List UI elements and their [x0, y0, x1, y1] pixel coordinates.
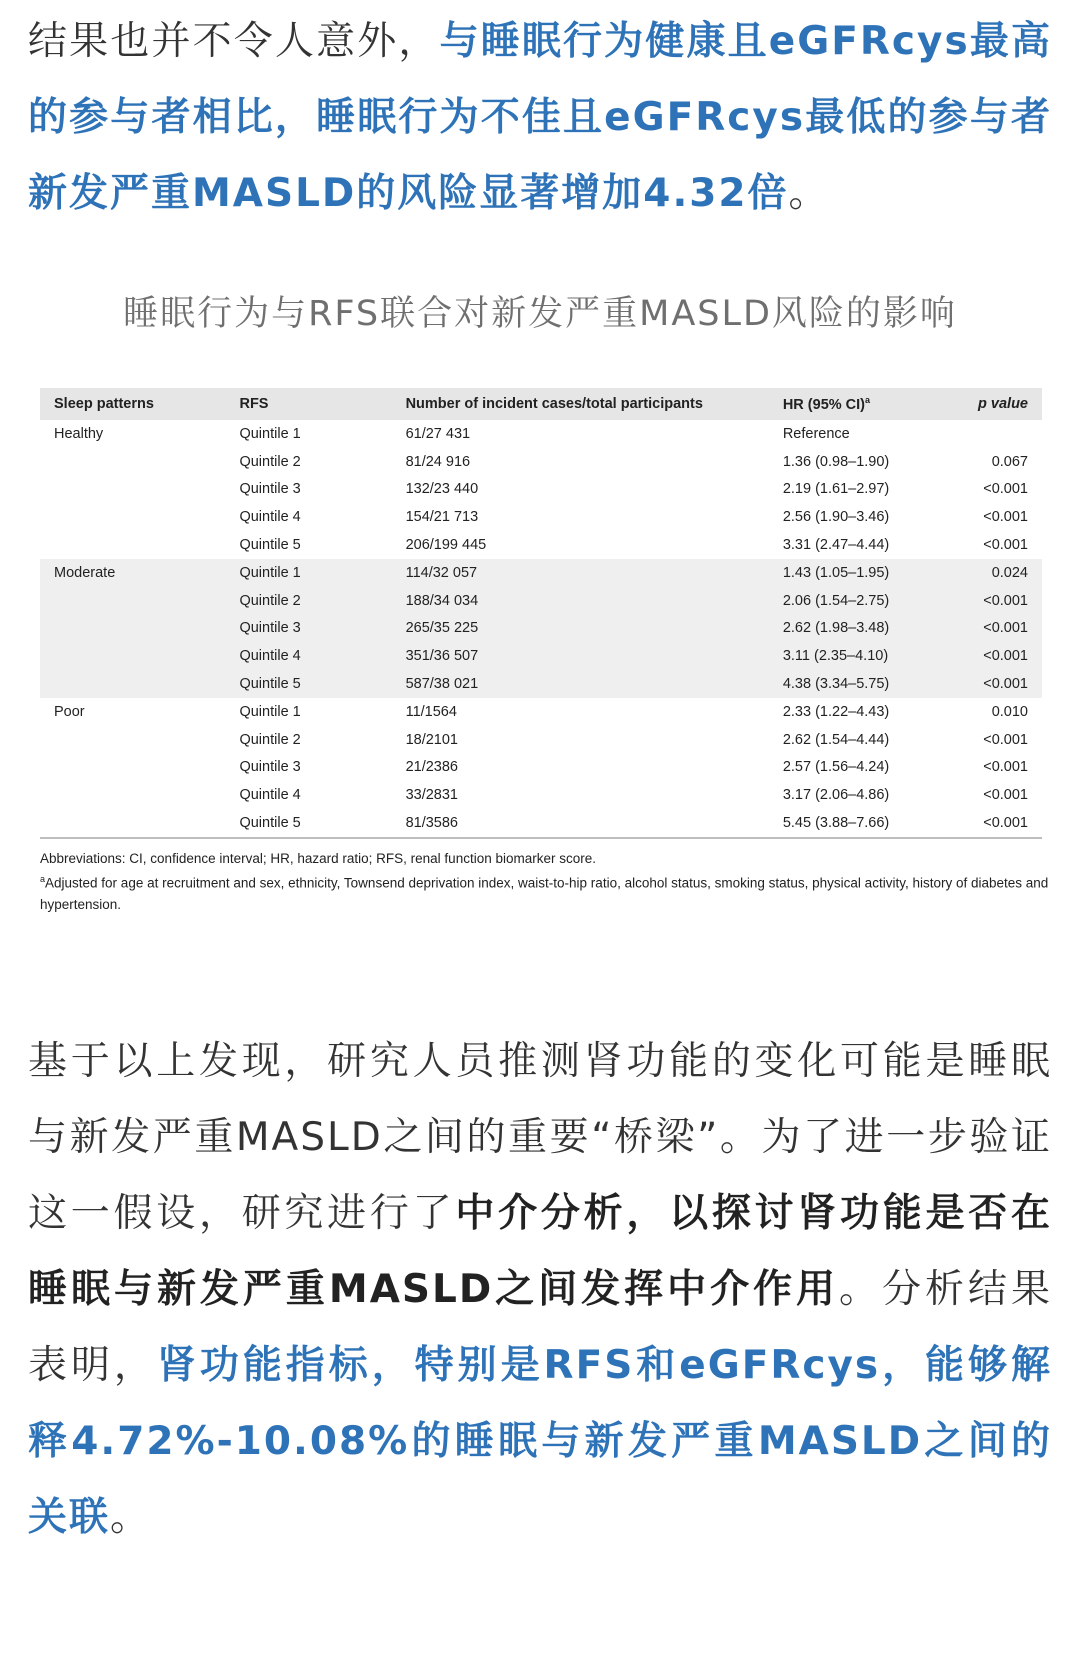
cell-cases: 21/2386 — [405, 759, 458, 776]
cell-p-value: <0.001 — [983, 787, 1028, 804]
cell-hr: 5.45 (3.88–7.66) — [783, 809, 969, 838]
cell-cases: 132/23 440 — [405, 481, 479, 498]
paragraph-results — [28, 4, 1052, 232]
cell-cases: 265/35 225 — [405, 620, 479, 637]
cell-hr: 2.62 (1.98–3.48) — [782, 620, 890, 637]
text-bold: 中介分析，以探讨肾功能是否在睡眠与新发严重MASLD之间发挥中介作用 — [28, 1191, 1052, 1312]
cell-p-value: 0.024 — [991, 564, 1028, 581]
table-row — [40, 698, 1042, 726]
cell-sleep-pattern — [40, 531, 239, 559]
cell-p-value: <0.001 — [983, 481, 1028, 498]
cell-rfs: Quintile 4 — [239, 648, 301, 665]
cell-p-value: 0.010 — [991, 703, 1028, 720]
cell-p-value: <0.001 — [983, 676, 1028, 693]
table-row — [40, 559, 1042, 587]
table-row — [40, 642, 1042, 670]
cell-cases: 188/34 034 — [405, 592, 479, 609]
cell-rfs: Quintile 1 — [239, 564, 301, 581]
cell-hr: Reference — [782, 425, 850, 442]
cell-cases: 33/2831 — [405, 787, 458, 804]
cell-sleep-pattern — [40, 503, 239, 531]
table-row — [40, 531, 1042, 559]
cell-hr: 3.17 (2.06–4.86) — [782, 787, 890, 804]
paragraph-mediation — [28, 1024, 1052, 1556]
cell-hr: 2.56 (1.90–3.46) — [782, 509, 890, 526]
cell-sleep-pattern — [40, 448, 239, 476]
cell-p-value: <0.001 — [983, 509, 1028, 526]
footnote-abbreviations: Abbreviations: CI, confidence interval; HR, hazard ratio; RFS, renal function biomarker score. — [40, 851, 596, 866]
table-row — [40, 781, 1042, 809]
cell-p-value: <0.001 — [983, 537, 1028, 554]
cell-p-value: <0.001 — [983, 592, 1028, 609]
cell-rfs: Quintile 5 — [239, 676, 301, 693]
cell-rfs: Quintile 1 — [239, 703, 301, 720]
cell-hr: 1.43 (1.05–1.95) — [782, 564, 890, 581]
cell-sleep-pattern — [40, 781, 239, 809]
text-plain: 结果也并不令人意外， — [28, 19, 440, 64]
table-row — [40, 670, 1042, 698]
table-row — [40, 420, 1042, 448]
cell-cases: 154/21 713 — [405, 509, 479, 526]
cell-rfs: Quintile 3 — [239, 759, 301, 776]
cell-hr: 2.19 (1.61–2.97) — [782, 481, 890, 498]
table-row — [40, 726, 1042, 754]
cell-cases: 61/27 431 — [405, 425, 471, 442]
cell-hr: 2.57 (1.56–4.24) — [782, 759, 890, 776]
cell-cases: 81/24 916 — [405, 453, 471, 470]
cell-cases: 114/32 057 — [405, 564, 478, 581]
table-row — [40, 754, 1042, 782]
header-sleep-patterns: Sleep patterns — [54, 396, 154, 412]
cell-cases: 81/3586 — [396, 809, 783, 838]
text-plain: 基于以上发现，研究人员推测肾功能的变化可能是睡眠与新发严重MASLD之间的重要“桥梁”。为了进一步验证这一假设，研究进行了 — [28, 1039, 1052, 1236]
cell-sleep-pattern — [40, 809, 239, 838]
cell-sleep-pattern — [40, 642, 239, 670]
cell-p-value: <0.001 — [969, 809, 1043, 838]
results-table — [40, 388, 1042, 839]
cell-rfs: Quintile 4 — [239, 787, 301, 804]
table-footnotes — [40, 848, 1050, 915]
cell-rfs: Quintile 5 — [239, 809, 395, 838]
cell-p-value — [969, 420, 1043, 448]
cell-rfs: Quintile 3 — [239, 620, 301, 637]
footnote-adjusted: $^a$Adjusted for age at recruitment and sex, ethnicity, Townsend deprivation index, waist-to-hip ratio, alcohol status, smoking status, physical activity, history of diabetes and hypertension. — [40, 874, 1049, 912]
cell-hr: 3.11 (2.35–4.10) — [782, 648, 889, 665]
cell-rfs: Quintile 2 — [239, 453, 301, 470]
header-p-value: p value — [978, 396, 1028, 412]
cell-hr: 4.38 (3.34–5.75) — [782, 676, 890, 693]
cell-sleep-pattern: Healthy — [54, 425, 104, 442]
cell-cases: 11/1564 — [405, 703, 457, 720]
header-rfs: RFS — [239, 396, 269, 412]
figure-caption: 睡眠行为与RFS联合对新发严重MASLD风险的影响 — [123, 294, 957, 334]
text-plain: 。 — [110, 1495, 152, 1540]
table-row — [40, 809, 1042, 838]
table-row — [40, 448, 1042, 476]
cell-sleep-pattern: Moderate — [54, 564, 116, 581]
cell-cases: 18/2101 — [405, 731, 458, 748]
cell-rfs: Quintile 1 — [239, 425, 301, 442]
table-row — [40, 503, 1042, 531]
text-plain: 。 — [788, 171, 830, 216]
cell-sleep-pattern: Poor — [54, 703, 85, 720]
header-hr: HR (95% CI)$^a$ — [782, 395, 871, 413]
cell-rfs: Quintile 2 — [239, 592, 301, 609]
text-plain: 。分析结果表明， — [28, 1267, 1052, 1388]
cell-hr: 2.06 (1.54–2.75) — [782, 592, 890, 609]
text-highlight-blue: 肾功能指标，特别是RFS和eGFRcys，能够解释4.72%-10.08%的睡眠与新发严重MASLD之间的关联 — [28, 1343, 1052, 1540]
cell-sleep-pattern — [40, 726, 239, 754]
table-row — [40, 587, 1042, 615]
cell-rfs: Quintile 5 — [239, 537, 301, 554]
cell-hr: 2.62 (1.54–4.44) — [782, 731, 890, 748]
cell-p-value: <0.001 — [983, 731, 1028, 748]
cell-cases: 206/199 445 — [405, 537, 487, 554]
cell-hr: 2.33 (1.22–4.43) — [782, 703, 890, 720]
cell-hr: 3.31 (2.47–4.44) — [782, 537, 890, 554]
cell-rfs: Quintile 3 — [239, 481, 301, 498]
table-row — [40, 476, 1042, 504]
cell-sleep-pattern — [40, 476, 239, 504]
cell-rfs: Quintile 2 — [239, 731, 301, 748]
table-header-row — [40, 388, 1042, 420]
cell-sleep-pattern — [40, 754, 239, 782]
cell-p-value: <0.001 — [983, 648, 1028, 665]
table-row — [40, 615, 1042, 643]
cell-hr: 1.36 (0.98–1.90) — [782, 453, 890, 470]
cell-cases: 587/38 021 — [405, 676, 479, 693]
cell-p-value: <0.001 — [983, 620, 1028, 637]
cell-p-value: <0.001 — [983, 759, 1028, 776]
text-highlight-blue: 与睡眠行为健康且eGFRcys最高的参与者相比，睡眠行为不佳且eGFRcys最低的参与者新发严重MASLD的风险显著增加4.32倍 — [28, 19, 1052, 216]
cell-p-value: 0.067 — [991, 453, 1028, 470]
cell-cases: 351/36 507 — [405, 648, 479, 665]
cell-sleep-pattern — [40, 587, 239, 615]
cell-sleep-pattern — [40, 670, 239, 698]
cell-sleep-pattern — [40, 615, 239, 643]
header-cases: Number of incident cases/total participants — [405, 396, 703, 412]
cell-rfs: Quintile 4 — [239, 509, 301, 526]
